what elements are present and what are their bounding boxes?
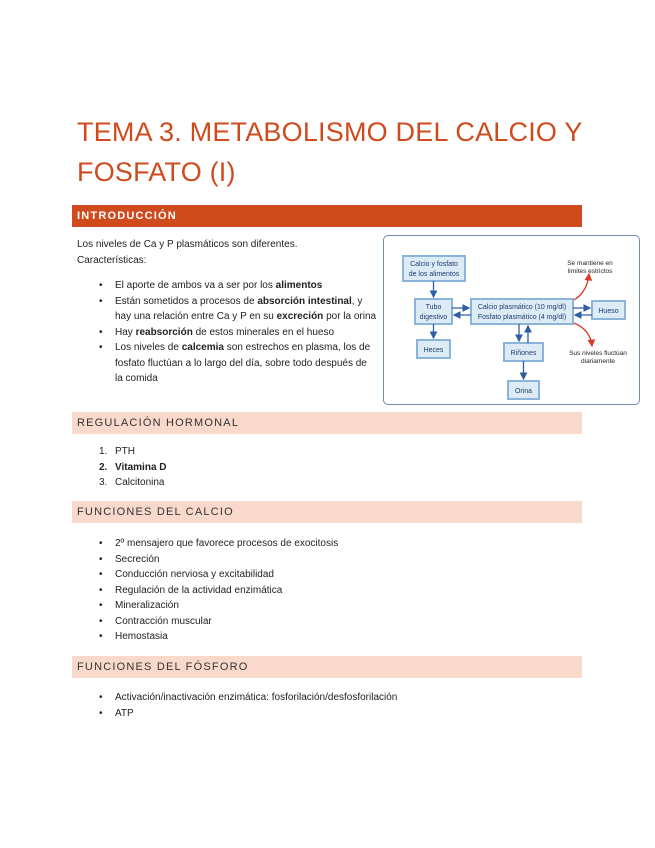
list-item: • Los niveles de calcemia son estrechos en plasma, los de fosfato fluctúan a lo largo del día, sobre todo después de la comida <box>77 340 377 387</box>
calcium-phosphate-diagram <box>383 235 640 405</box>
intro-header: INTRODUCCIÓN <box>72 205 582 227</box>
hormonal-header: REGULACIÓN HORMONAL <box>72 412 582 434</box>
svg-text:digestivo: digestivo <box>419 314 448 321</box>
flow-arrows <box>434 281 593 379</box>
intro-bullet-list <box>77 278 377 387</box>
list-item: 2. Vitamina D <box>99 461 167 473</box>
svg-text:Fosfato plasmático (4 mg/dl): Fosfato plasmático (4 mg/dl) <box>477 314 567 321</box>
calcium-header: FUNCIONES DEL CALCIO <box>72 501 582 523</box>
box-urine <box>508 381 539 399</box>
intro-para-line-1: Los niveles de Ca y P plasmáticos son diferentes. <box>77 239 298 250</box>
box-plasma <box>471 299 573 324</box>
list-item: • 2º mensajero que favorece procesos de exocitosis <box>77 536 477 552</box>
box-digestive-tube <box>415 299 452 324</box>
list-item: 3. Calcitonina <box>99 477 165 488</box>
list-item: • Están sometidos a procesos de absorción intestinal, y hay una relación entre Ca y P en su excreción por la orina <box>77 294 377 325</box>
calcium-list <box>77 536 477 645</box>
svg-text:Riñones: Riñones <box>510 350 537 357</box>
list-item: • Conducción nerviosa y excitabilidad <box>77 567 477 583</box>
svg-text:Calcio plasmático (10 mg/dl): Calcio plasmático (10 mg/dl) <box>477 304 567 311</box>
red-arrow-down <box>574 323 592 346</box>
svg-text:de los alimentos: de los alimentos <box>408 271 460 278</box>
note-bottom-line-1: Sus niveles fluctúan <box>569 350 627 357</box>
svg-text:Orina: Orina <box>514 388 533 395</box>
svg-text:Calcio y fosfato: Calcio y fosfato <box>410 261 458 268</box>
list-item: • Secreción <box>77 552 477 568</box>
box-feces <box>417 340 450 358</box>
intro-paragraph <box>77 237 298 268</box>
box-kidneys <box>504 343 543 361</box>
phosphorus-header: FUNCIONES DEL FÓSFORO <box>72 656 582 678</box>
title-line-2: FOSFATO (I) <box>77 157 236 187</box>
list-item: • Regulación de la actividad enzimática <box>77 583 477 599</box>
note-top-line-1: Se mantiene en <box>567 260 613 267</box>
svg-text:Heces: Heces <box>423 347 444 354</box>
title-line-1: TEMA 3. METABOLISMO DEL CALCIO Y <box>77 117 583 147</box>
list-item: • Hemostasia <box>77 629 477 645</box>
hormonal-list <box>77 444 377 491</box>
list-item: • Contracción muscular <box>77 614 477 630</box>
list-item: 1. PTH <box>99 446 135 457</box>
svg-text:Hueso: Hueso <box>598 308 619 315</box>
page-title <box>77 112 587 192</box>
intro-para-line-2: Características: <box>77 254 147 266</box>
phosphorus-list <box>77 690 527 721</box>
list-item: • Activación/inactivación enzimática: fosforilación/desfosforilación <box>77 690 527 706</box>
list-item: • El aporte de ambos va a ser por los alimentos <box>77 278 377 294</box>
list-item: • Mineralización <box>77 598 477 614</box>
list-item: • ATP <box>77 706 527 722</box>
red-arrow-up <box>574 274 589 300</box>
box-bone <box>592 301 625 319</box>
note-top-line-2: límites estrictos <box>567 268 613 275</box>
list-item: • Hay reabsorción de estos minerales en el hueso <box>77 325 377 341</box>
note-bottom-line-2: diariamente <box>581 358 615 365</box>
svg-text:Tubo: Tubo <box>425 304 442 311</box>
box-food <box>403 256 465 281</box>
